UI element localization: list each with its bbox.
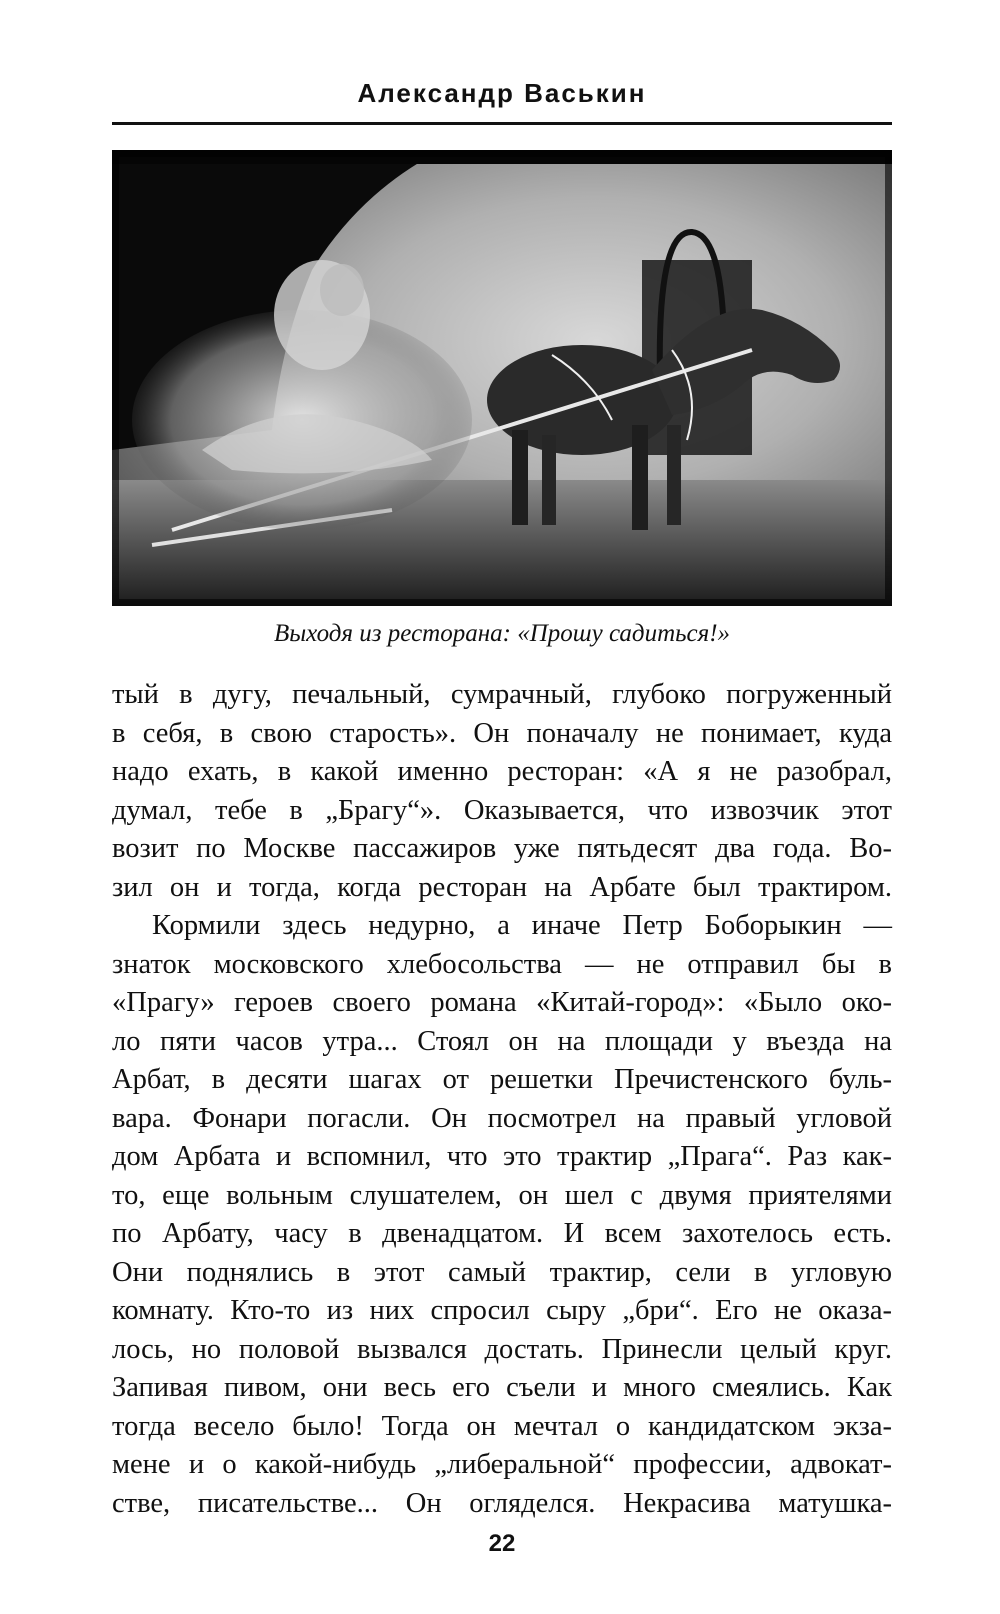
page-number: 22: [488, 1530, 516, 1557]
text-line: зил он и тогда, когда ресторан на Арбате был трактиром.: [112, 871, 892, 903]
text-line: по Арбату, часу в двенадцатом. И всем захотелось есть.: [112, 1218, 892, 1249]
photo-illustration: [112, 150, 892, 606]
text-line: стве, писательстве... Он огляделся. Некрасива матушка-: [112, 1487, 892, 1519]
text-line: возит по Москве пассажиров уже пятьдесят два года. Во-: [112, 833, 892, 864]
text-line: «Прагу» героев своего романа «Китай-город»: «Было око-: [112, 987, 892, 1018]
figure-caption: Выходя из ресторана: «Прошу садиться!»: [273, 620, 731, 647]
text-line: комнату. Кто-то из них спросил сыру „бри“. Его не оказа-: [112, 1295, 892, 1326]
text-line: тый в дугу, печальный, сумрачный, глубоко погруженный: [112, 679, 892, 710]
text-line: знаток московского хлебосольства — не отправил бы в: [112, 948, 892, 980]
body-text: [112, 676, 892, 1523]
text-line: то, еще вольным слушателем, он шел с двумя приятелями: [112, 1179, 892, 1211]
text-line: Они поднялись в этот самый трактир, сели в угловую: [112, 1256, 892, 1288]
text-line: Арбат, в десяти шагах от решетки Пречистенского буль-: [112, 1064, 892, 1095]
text-line: лось, но половой вызвался достать. Принесли целый круг.: [112, 1333, 892, 1365]
text-line: думал, тебе в „Брагу“». Оказывается, что извозчик этот: [112, 794, 892, 826]
text-line: в себя, в свою старость». Он поначалу не понимает, куда: [112, 717, 892, 749]
text-line: мене и о какой-нибудь „либеральной“ профессии, адвокат-: [112, 1449, 892, 1480]
text-line: ло пяти часов утра... Стоял он на площади у въезда на: [112, 1025, 892, 1057]
text-line: Кормили здесь недурно, а иначе Петр Боборыкин —: [152, 910, 892, 941]
text-line: дом Арбата и вспомнил, что это трактир „Прага“. Раз как-: [112, 1141, 892, 1172]
header-rule: [112, 122, 892, 125]
running-head: Александр Васькин: [357, 78, 647, 108]
text-line: тогда весело было! Тогда он мечтал о кандидатском экза-: [112, 1410, 892, 1442]
photo-horse-sleigh: [112, 150, 892, 606]
text-line: вара. Фонари погасли. Он посмотрел на правый угловой: [112, 1102, 892, 1134]
text-line: Запивая пивом, они весь его съели и много смеялись. Как: [112, 1372, 892, 1403]
text-line: надо ехать, в какой именно ресторан: «А я не разобрал,: [112, 756, 892, 787]
